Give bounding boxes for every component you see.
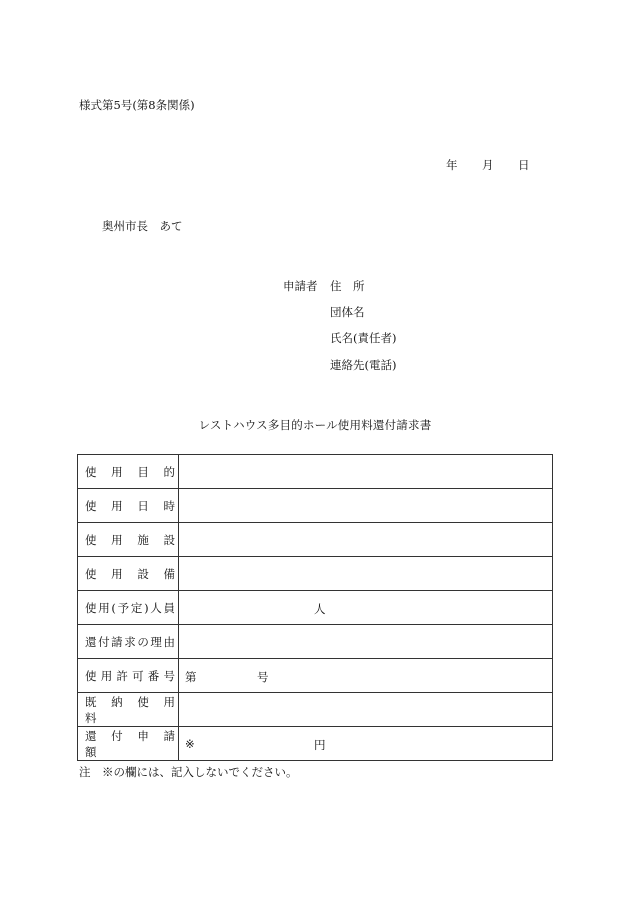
row-label-refund-amount: 還 付 申 請 額 (78, 727, 179, 761)
datetime-field[interactable] (179, 489, 553, 523)
refund-amount-field (179, 727, 553, 761)
applicant-label: 申請者 (283, 279, 318, 293)
permit-number-field[interactable] (179, 659, 553, 693)
table-row (78, 489, 553, 523)
purpose-field[interactable] (179, 455, 553, 489)
date-year: 年 (446, 158, 458, 172)
row-label-datetime: 使 用 日 時 (78, 489, 179, 523)
equipment-field[interactable] (179, 557, 553, 591)
table-row (78, 727, 553, 761)
table-row (78, 523, 553, 557)
permit-number-prefix: 第 (185, 670, 197, 684)
refund-amount-unit: 円 (314, 738, 326, 752)
row-label-purpose: 使 用 目 的 (78, 455, 179, 489)
recipient: 奥州市長 あて (102, 219, 183, 233)
applicant-organization: 団体名 (330, 305, 365, 319)
row-label-permit-number: 使用許可番号 (78, 659, 179, 693)
facility-field[interactable] (179, 523, 553, 557)
document-title: レストハウス多目的ホール使用料還付請求書 (198, 418, 432, 432)
applicant-contact: 連絡先(電話) (330, 358, 397, 372)
row-label-equipment: 使 用 設 備 (78, 557, 179, 591)
date-line (446, 157, 530, 173)
date-day: 日 (518, 158, 530, 172)
table-row (78, 625, 553, 659)
footnote: 注 ※の欄には、記入しないでください。 (79, 765, 298, 779)
application-table (77, 454, 553, 761)
date-month: 月 (482, 158, 494, 172)
row-label-paid-fee: 既 納 使 用 料 (78, 693, 179, 727)
applicant-name: 氏名(責任者) (330, 331, 397, 345)
applicant-address: 住 所 (330, 279, 365, 293)
form-number: 様式第5号(第8条関係) (79, 98, 195, 112)
attendees-unit: 人 (314, 602, 326, 616)
table-row (78, 693, 553, 727)
table-row (78, 455, 553, 489)
table-row (78, 659, 553, 693)
table-row (78, 591, 553, 625)
refund-amount-mark: ※ (185, 737, 195, 751)
paid-fee-field[interactable] (179, 693, 553, 727)
row-label-attendees: 使用(予定)人員 (78, 591, 179, 625)
refund-reason-field[interactable] (179, 625, 553, 659)
table-row (78, 557, 553, 591)
permit-number-suffix: 号 (257, 670, 269, 684)
row-label-refund-reason: 還付請求の理由 (78, 625, 179, 659)
attendees-field[interactable] (179, 591, 553, 625)
row-label-facility: 使 用 施 設 (78, 523, 179, 557)
